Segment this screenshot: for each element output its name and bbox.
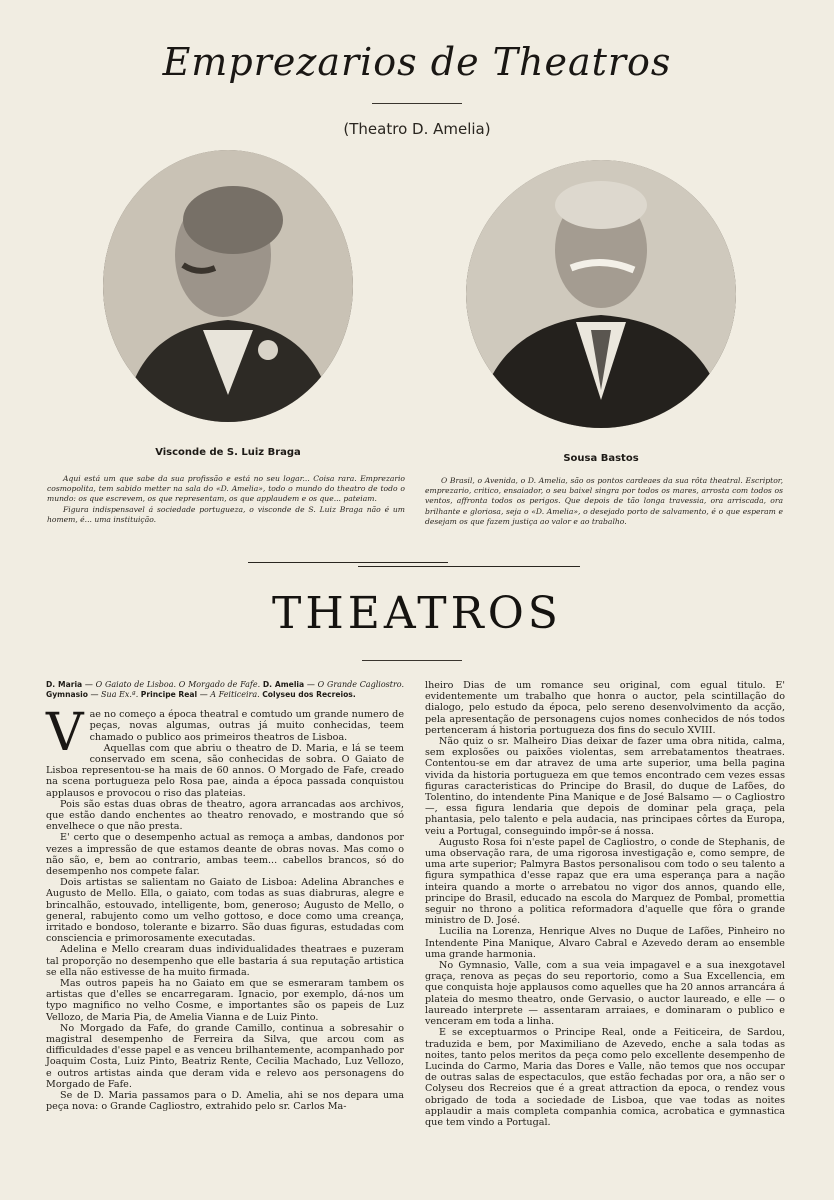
caption-paragraph: Aqui está um que sabe da sua profissão e está no seu logar... Coisa rara. Emprezario cosmopolita, tem sabido metter na sala do «D. Amelia», todo o mundo do theatro de todo o mundo: os que escrevem, os que representam, os que applaudem e os que... pateiam. bbox=[47, 474, 405, 504]
caption-paragraph: Figura indispensavel á sociedade portugueza, o visconde de S. Luiz Braga não é um homem, é... uma instituição. bbox=[47, 504, 405, 524]
article-paragraph: Dois artistas se salientam no Gaiato de Lisboa: Adelina Abranches e Augusto de Mello. Ella, o gaiato, com todas as suas diabruras, alegre e brincalhão, estouvado, intelligente, bom, generoso; Augusto de Mello, o general, rabujento como um velho gottoso, e doce como uma creança, irritado e bondoso, tolerante e bizarro. São duas figuras, estudadas com consciencia e primorosamente executadas. bbox=[46, 877, 404, 945]
section-rule-bottom bbox=[358, 566, 580, 567]
lead-venue: Colyseu dos Recreios. bbox=[262, 689, 356, 699]
article-right-column bbox=[425, 680, 785, 1128]
drop-cap: V bbox=[46, 703, 84, 764]
article-paragraph: Pois são estas duas obras de theatro, agora arrancadas aos archivos, que estão dando enchentes ao theatro renovado, e mostrando que só envelhece o que não presta. bbox=[46, 798, 404, 833]
lead-plays: — O Gaiato de Lisboa. O Morgado de Fafe. bbox=[82, 680, 263, 689]
lead-venue: Principe Real bbox=[140, 689, 198, 699]
paragraph-text: ae no começo a época theatral e comtudo um grande numero de peças, novas algumas, outras já muito conhecidas, teem chamado o publico aos primeiros theatros de Lisboa. bbox=[89, 709, 404, 743]
article-paragraph: Lucilia na Lorenza, Henrique Alves no Duque de Lafões, Pinheiro no Intendente Pina Manique, Alvaro Cabral e Azevedo deram ao ensemble uma grande harmonia. bbox=[425, 926, 785, 960]
heading-rule bbox=[362, 660, 462, 661]
lead-venue: Gymnasio bbox=[46, 689, 88, 699]
lead-plays: — O Grande Cagliostro. bbox=[304, 680, 404, 689]
article-paragraph: Mas outros papeis ha no Gaiato em que se esmeraram tambem os artistas que d'elles se encarregaram. Ignacio, por exemplo, dá-nos um typo magnifico no velho Cosme, e importantes são os papeis de Luz Vellozo, de Maria Pia, de Amelia Vianna e de Luiz Pinto. bbox=[46, 978, 404, 1023]
lead-venue: D. Maria bbox=[46, 680, 83, 689]
article-left-column bbox=[46, 680, 404, 1113]
article-paragraph: Se de D. Maria passamos para o D. Amelia, ahi se nos depara uma peça nova: o Grande Cagliostro, extrahido pelo sr. Carlos Ma- bbox=[46, 1090, 404, 1113]
section-heading: THEATROS bbox=[272, 588, 562, 639]
portrait-sousa-bastos-name: Sousa Bastos bbox=[563, 453, 639, 464]
title-rule bbox=[372, 103, 462, 104]
article-lead bbox=[46, 680, 404, 699]
article-paragraph: E se exceptuarmos o Principe Real, onde a Feiticeira, de Sardou, traduzida e bem, por Maximiliano de Azevedo, enche a sala todas as noites, tanto pelos meritos da peça como pelo excellente desempenho de Lucinda do Carmo, Maria das Dores e Valle, não temos que nos occupar de outras salas de espectaculos, que estão fechadas por ora, a não ser o Colyseu dos Recreios que é a great attraction da epoca, o rendez vous obrigado de toda a sociedade de Lisboa, que vae todas as noites applaudir a mais completa companhia comica, acrobatica e gymnastica que tem vindo a Portugal. bbox=[425, 1027, 785, 1128]
article-paragraph: Aquellas com que abriu o theatro de D. Maria, e lá se teem conservado em scena, são conhecidas de sobra. O Gaiato de Lisboa representou-se ha mais de 60 annos. O Morgado de Fafe, creado na scena portugueza pelo Rosa pae, ainda a época passada conquistou applausos e provocou o riso das plateias. bbox=[46, 742, 404, 799]
portrait-visconde-illustration bbox=[103, 150, 353, 422]
section-rule-top bbox=[248, 562, 448, 563]
portrait-sousa-bastos-caption bbox=[425, 476, 783, 527]
page-subtitle: (Theatro D. Amelia) bbox=[343, 120, 491, 138]
article-paragraph: Não quiz o sr. Malheiro Dias deixar de fazer uma obra nitida, calma, sem explosões ou paixões violentas, sem arrebatamentos theatraes. Contentou-se em dar atravez de uma arte superior, uma bella pagina vivida da historia portugueza em que temos encontrado cem vezes essas figuras caracteristicas do Principe do Brasil, do duque de Lafões, do Tolentino, do intendente Pina Manique e de José Balsamo — o Cagliostro —, essa figura lendaria que depois de dominar pela graça, pela phantasia, pelo talento e pela audacia, nas principaes côrtes da Europa, veiu a Portugal, conseguindo impôr-se á nossa. bbox=[425, 736, 785, 837]
portrait-sousa-bastos-photo bbox=[466, 160, 736, 428]
page-title: Emprezarios de Theatros bbox=[162, 40, 672, 84]
lead-venue: D. Amelia bbox=[262, 680, 305, 689]
article-paragraph: Augusto Rosa foi n'este papel de Cagliostro, o conde de Stephanis, de uma observação rara, de uma rigorosa investigação e, como sempre, de uma arte superior; Palmyra Bastos personalisou com todo o seu talento a figura sympathica d'esse rapaz que era uma esperança para a nação inteira quando a morte o arrebatou no vigor dos annos, quando elle, principe do Brasil, educado na escola do Marquez de Pombal, promettia seguir no throno a politica reformadora d'aquelle que fôra o grande ministro de D. José. bbox=[425, 836, 785, 927]
article-paragraph: Adelina e Mello crearam duas individualidades theatraes e puzeram tal proporção no desempenho que elle bastaria á sua reputação artistica se ella não estivesse de ha muito firmada. bbox=[46, 944, 404, 978]
article-paragraph: No Morgado da Fafe, do grande Camillo, continua a sobresahir o magistral desempenho de Ferreira da Silva, que arcou com as difficuldades d'esse papel e as venceu brilhantemente, acompanhado por Joaquim Costa, Luiz Pinto, Beatriz Rente, Cecilia Machado, Luz Vellozo, e outros artistas ainda que deram vida e relevo aos personagens do Morgado de Fafe. bbox=[46, 1022, 404, 1090]
portrait-visconde-name: Visconde de S. Luiz Braga bbox=[155, 447, 301, 458]
article-paragraph bbox=[46, 703, 404, 764]
portrait-sousa-bastos-illustration bbox=[466, 160, 736, 428]
portrait-visconde-photo bbox=[103, 150, 353, 422]
article-paragraph: E' certo que o desempenho actual as remoça a ambas, dandonos por vezes a impressão de que estamos deante de obras novas. Mas como o não são, e, bem ao contrario, ambas teem... cabellos brancos, só do desempenho nos compete falar. bbox=[46, 832, 404, 878]
article-paragraph: No Gymnasio, Valle, com a sua veia impagavel e a sua inexgotavel graça, renova as peças do seu reportorio, como a Sua Excellencia, em que conquista hoje applausos como aquelles que ha 20 annos arrancára á plateia do mesmo theatro, onde Gervasio, o auctor laureado, e elle — o laureado interprete — assentaram arraiaes, e dominaram o publico e venceram em toda a linha. bbox=[425, 960, 785, 1028]
caption-paragraph: O Brasil, o Avenida, o D. Amelia, são os pontos cardeaes da sua rôta theatral. Escriptor, emprezario, critico, ensaiador, o seu baixel singra por todos os mares, arrosta com todos os ventos, affronta todos os perigos. Que depois de tão longa travessia, ora arriscada, ora brilhante e gloriosa, seja o «D. Amelia», o desejado porto de salvamento, é o que esperam e desejam os que fazem justiça ao valor e ao trabalho. bbox=[425, 476, 783, 526]
portrait-visconde-caption bbox=[47, 474, 405, 525]
lead-plays: — A Feiticeira. bbox=[197, 689, 263, 699]
lead-plays: — Sua Ex.ª. bbox=[87, 689, 141, 699]
article-paragraph: lheiro Dias de um romance seu original, com egual titulo. E' evidentemente um trabalho que honra o auctor, pela scintillação do dialogo, pelo estudo da época, pelo sereno desenvolvimento da acção, pela apresentação de personagens cujos nomes conhecidos de nós todos pertenceram á historia portugueza dos fins do seculo XVIII. bbox=[425, 680, 785, 736]
